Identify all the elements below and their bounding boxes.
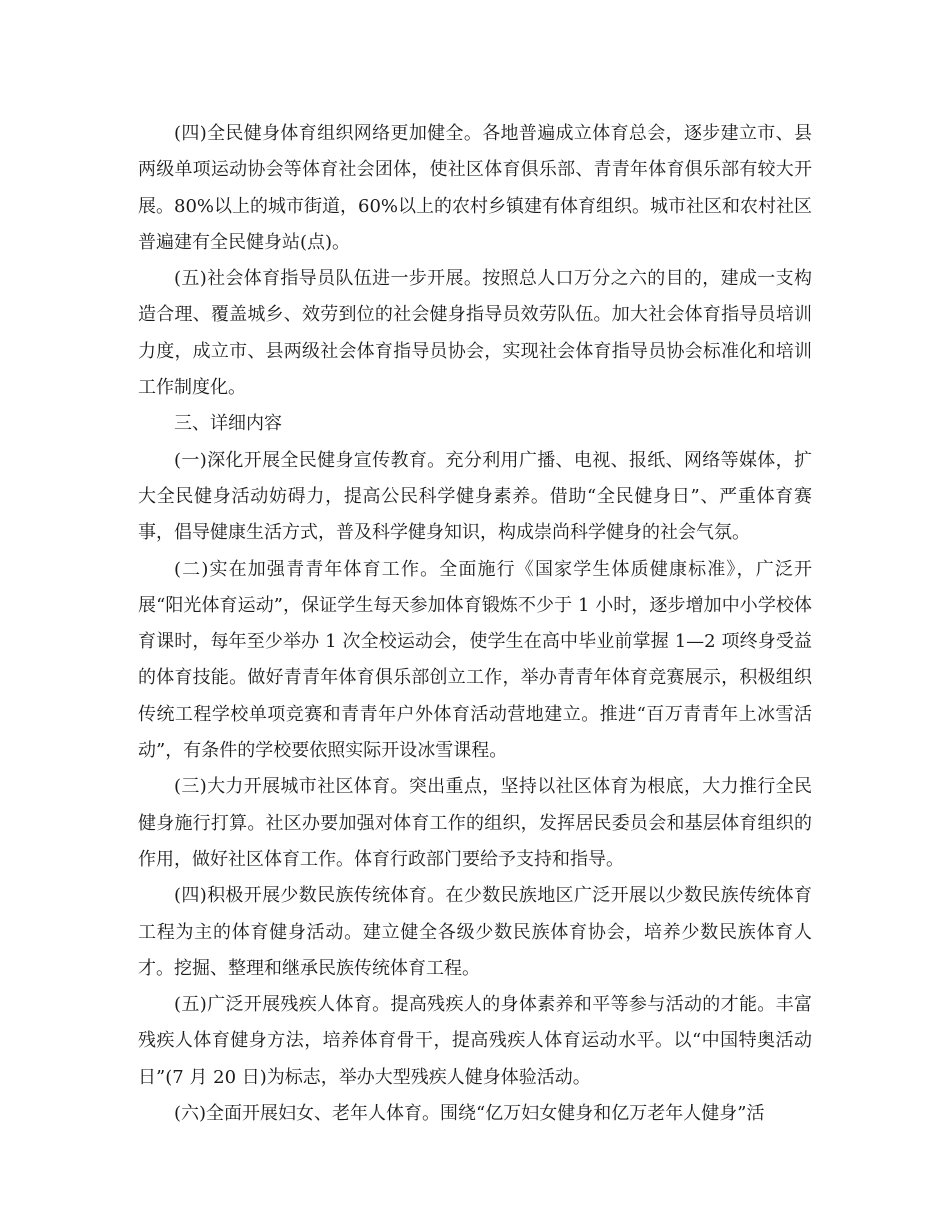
section-heading-detailed-content: 三、详细内容	[174, 413, 282, 435]
paragraph-publicity-education: (一)深化开展全民健身宣传教育。充分利用广播、电视、报纸、网络等媒体，扩大全民健身活动妨碍力，提高公民科学健身素养。借助“全民健身日”、严重体育赛事，倡导健康生活方式，普及科学健身知识，构成崇尚科学健身的社会气氛。	[138, 449, 812, 544]
paragraph-organization-network: (四)全民健身体育组织网络更加健全。各地普遍成立体育总会，逐步建立市、县两级单项运动协会等体育社会团体，使社区体育俱乐部、青青年体育俱乐部有较大开展。80%以上的城市街道，60%以上的农村乡镇建有体育组织。城市社区和农村社区普遍建有全民健身站(点)。	[138, 123, 813, 253]
document-body	[138, 116, 812, 1132]
paragraph-instructor-team: (五)社会体育指导员队伍进一步开展。按照总人口万分之六的目的，建成一支构造合理、覆盖城乡、效劳到位的社会健身指导员效劳队伍。加大社会体育指导员培训力度，成立市、县两级社会体育指导员协会，实现社会体育指导员协会标准化和培训工作制度化。	[138, 268, 812, 399]
paragraph-ethnic-minority-sports: (四)积极开展少数民族传统体育。在少数民族地区广泛开展以少数民族传统体育工程为主的体育健身活动。建立健全各级少数民族体育协会，培养少数民族体育人才。挖掘、整理和继承民族传统体育工程。	[138, 885, 812, 979]
paragraph-community-sports: (三)大力开展城市社区体育。突出重点，坚持以社区体育为根底，大力推行全民健身施行打算。社区办要加强对体育工作的组织，发挥居民委员会和基层体育组织的作用，做好社区体育工作。体育行政部门要给予支持和指导。	[138, 776, 812, 870]
paragraph-youth-sports: (二)实在加强青青年体育工作。全面施行《国家学生体质健康标准》，广泛开展“阳光体育运动”，保证学生每天参加体育锻炼不少于 1 小时，逐步增加中小学校体育课时，每年至少举办 1 次全校运动会，使学生在高中毕业前掌握 1—2 项终身受益的体育技能。做好青青年体育俱乐部创立工作，举办青青年体育竞赛展示，积极组织传统工程学校单项竞赛和青青年户外体育活动营地建立。推进“百万青青年上冰雪活动”，有条件的学校要依照实际开设冰雪课程。	[138, 558, 812, 762]
paragraph-women-elderly-sports: (六)全面开展妇女、老年人体育。围绕“亿万妇女健身和亿万老年人健身”活	[174, 1103, 765, 1125]
paragraph-disabled-sports: (五)广泛开展残疾人体育。提高残疾人的身体素养和平等参与活动的才能。丰富残疾人体育健身方法，培养体育骨干，提高残疾人体育运动水平。以“中国特奥活动日”(7 月 20 日)为标志，举办大型残疾人健身体验活动。	[138, 994, 812, 1088]
